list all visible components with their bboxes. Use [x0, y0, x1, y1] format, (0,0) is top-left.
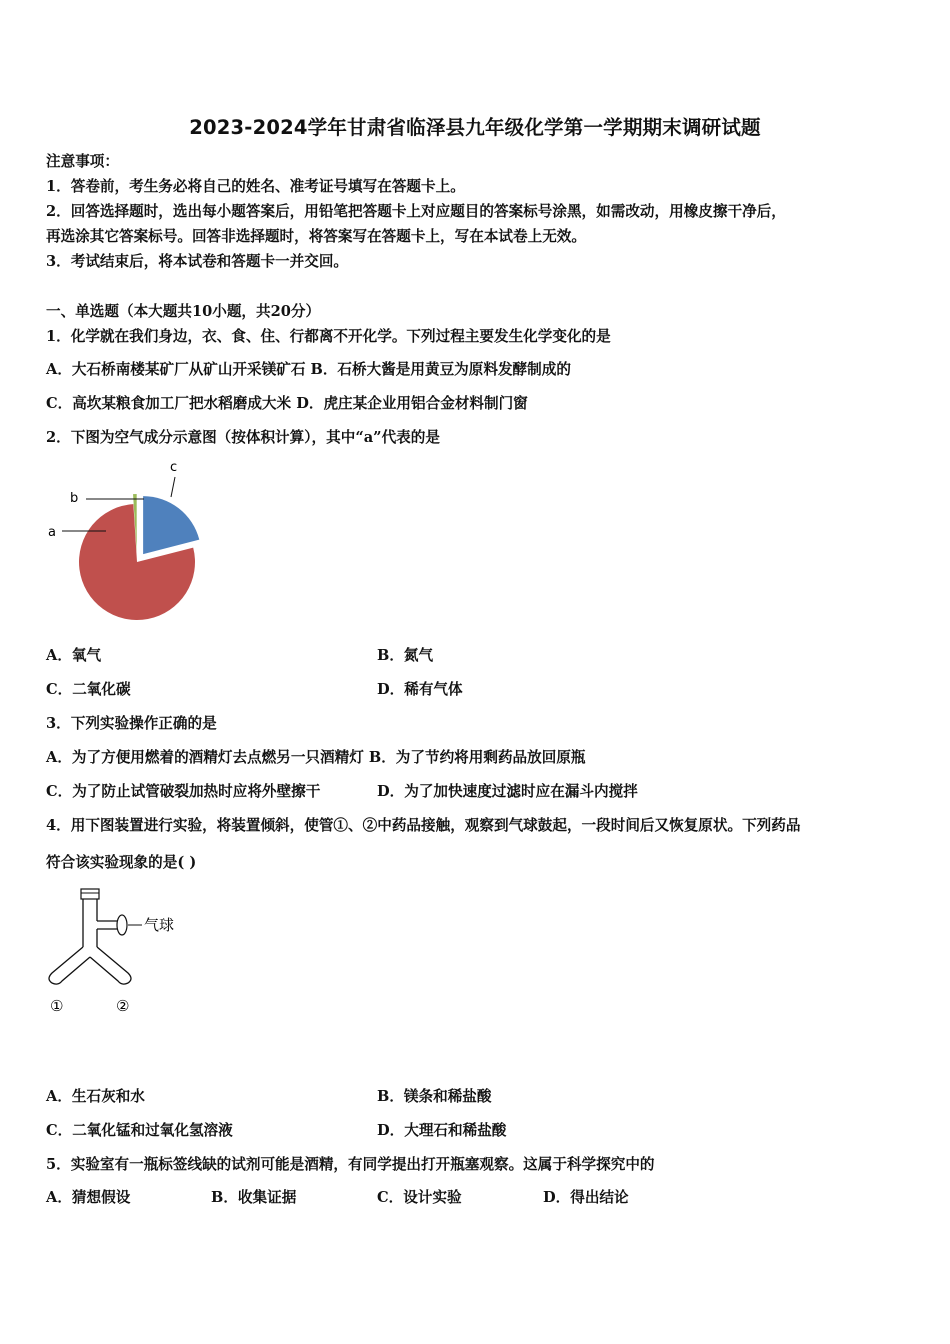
notice-item: 2．回答选择题时，选出每小题答案后，用铅笔把答题卡上对应题目的答案标号涂黑，如需改动，用橡皮擦干净后， [46, 203, 786, 220]
q2-option-a: A．氧气 [46, 647, 102, 664]
tube-1-label: ① [50, 997, 64, 1015]
label-line-c [171, 477, 175, 497]
pie-label-a: a [48, 525, 56, 540]
stopper [81, 889, 99, 899]
notice-item: 3．考试结束后，将本试卷和答题卡一并交回。 [46, 253, 349, 270]
q1-options-cd: C．高坎某粮食加工厂把水稻磨成大米 D．虎庄某企业用铝合金材料制门窗 [46, 395, 528, 412]
q5-option-d: D．得出结论 [543, 1189, 629, 1206]
q2-option-c: C．二氧化碳 [46, 681, 131, 698]
q3-stem: 3．下列实验操作正确的是 [46, 715, 217, 732]
q4-stem-continued: 符合该实验现象的是( ) [46, 854, 197, 871]
pie-label-b: b [70, 491, 79, 506]
balloon [117, 915, 127, 935]
q4-option-c: C．二氧化锰和过氧化氢溶液 [46, 1122, 233, 1139]
notice-item: 再选涂其它答案标号。回答非选择题时，将答案写在答题卡上，写在本试卷上无效。 [46, 228, 586, 245]
q4-option-b: B．镁条和稀盐酸 [377, 1088, 492, 1105]
q5-option-a: A．猜想假设 [46, 1189, 131, 1206]
q3-option-d: D．为了加快速度过滤时应在漏斗内搅拌 [377, 783, 638, 800]
y-tube-apparatus-figure [40, 885, 200, 1020]
air-composition-pie-chart [40, 455, 230, 630]
tube-stem [83, 899, 97, 947]
side-arm [97, 921, 118, 929]
q2-option-b: B．氮气 [377, 647, 434, 664]
notice-heading: 注意事项： [46, 153, 119, 170]
q5-option-c: C．设计实验 [377, 1189, 462, 1206]
balloon-label: 气球 [144, 916, 175, 934]
q4-stem: 4．用下图装置进行实验，将装置倾斜，使管①、②中药品接触，观察到气球鼓起，一段时间后又恢复原状。下列药品 [46, 817, 801, 834]
q4-option-d: D．大理石和稀盐酸 [377, 1122, 507, 1139]
tube-2-label: ② [116, 997, 130, 1015]
q2-stem: 2．下图为空气成分示意图（按体积计算），其中“a”代表的是 [46, 429, 440, 446]
right-branch [90, 947, 131, 984]
q3-options-ab: A．为了方便用燃着的酒精灯去点燃另一只酒精灯 B．为了节约将用剩药品放回原瓶 [46, 749, 586, 766]
q5-stem: 5．实验室有一瓶标签线缺的试剂可能是酒精，有同学提出打开瓶塞观察。这属于科学探究中的 [46, 1156, 655, 1173]
q1-stem: 1．化学就在我们身边，衣、食、住、行都离不开化学。下列过程主要发生化学变化的是 [46, 328, 611, 345]
left-branch [49, 947, 90, 984]
q1-options-ab: A．大石桥南楼某矿厂从矿山开采镁矿石 B．石桥大酱是用黄豆为原料发酵制成的 [46, 361, 571, 378]
notice-item: 1．答卷前，考生务必将自己的姓名、准考证号填写在答题卡上。 [46, 178, 465, 195]
section-heading: 一、单选题（本大题共10小题，共20分） [46, 303, 321, 320]
q4-option-a: A．生石灰和水 [46, 1088, 145, 1105]
pie-slice-c [143, 496, 199, 554]
pie-label-c: c [170, 460, 178, 475]
q5-option-b: B．收集证据 [211, 1189, 297, 1206]
q2-option-d: D．稀有气体 [377, 681, 463, 698]
page-title: 2023-2024学年甘肃省临泽县九年级化学第一学期期末调研试题 [189, 116, 761, 139]
q3-option-c: C．为了防止试管破裂加热时应将外壁擦干 [46, 783, 321, 800]
